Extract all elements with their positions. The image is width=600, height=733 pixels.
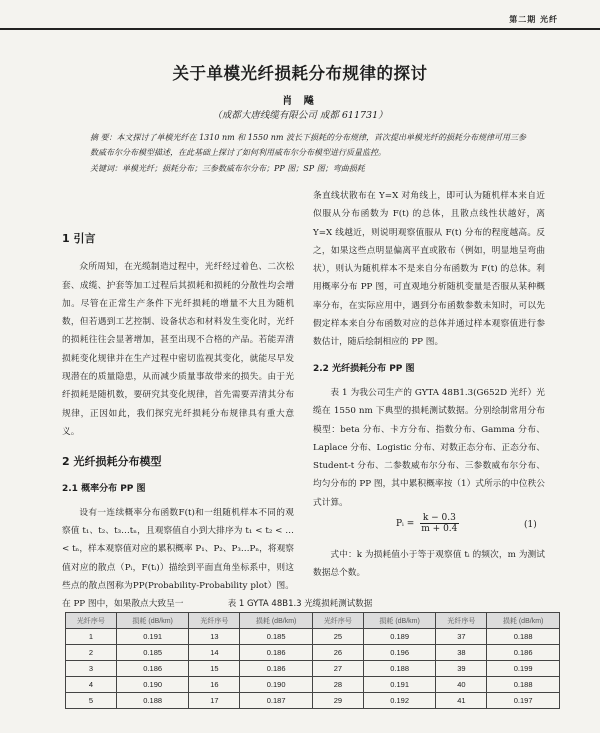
table-row xyxy=(66,677,560,693)
table-cell: 27 xyxy=(312,661,363,677)
table-cell: 0.186 xyxy=(116,661,189,677)
pp-plot-continuation: 条直线状散布在 Y=X 对角线上，即可认为随机样本来自近似服从分布函数为 F(t) 的总体，且散点线性状越好，离 Y=X 线越近，则说明观察值服从 F(t) 分布的程度越高。反之，如果这些点明显偏离平直或散布（例如，明显地呈弯曲状），则认为随机样本不是来自分布函数为 F(t) 的总体。利用概率分布 PP 图，可直观地分析随机变量是否服从某种概率分布，在实际应用中，遇到分布函数参数未知时，可以先假定样本来自分布函数对应的总体并通过样本观察值进行参数估计，随后绘制相应的 PP 图。 xyxy=(313,191,545,348)
table-cell: 0.186 xyxy=(240,645,313,661)
table-cell: 0.186 xyxy=(240,661,313,677)
formula-numerator: k − 0.3 xyxy=(420,513,459,524)
author-affiliation: （成都大唐线缆有限公司 成都 611731） xyxy=(212,110,388,121)
section-heading-loss-model: 2 光纤损耗分布模型 xyxy=(62,455,162,469)
article-title: 关于单模光纤损耗分布规律的探讨 xyxy=(172,64,428,83)
formula-note-text: 式中：k 为损耗值小于等于观察值 tᵢ 的频次，m 为测试数据总个数。 xyxy=(313,550,545,579)
header-fiber-no: 光纤序号 xyxy=(66,613,117,629)
table-cell: 0.190 xyxy=(240,677,313,693)
table-row xyxy=(66,645,560,661)
table-cell: 0.189 xyxy=(363,629,436,645)
table-cell: 0.185 xyxy=(116,645,189,661)
table-cell: 38 xyxy=(436,645,487,661)
table-cell: 0.190 xyxy=(116,677,189,693)
formula-fraction xyxy=(418,513,460,534)
left-column xyxy=(62,230,294,614)
subsection-heading-pp-plot: 2.1 概率分布 PP 图 xyxy=(62,483,146,494)
table-row xyxy=(66,661,560,677)
table-cell: 0.191 xyxy=(116,629,189,645)
table-cell: 0.196 xyxy=(363,645,436,661)
table-cell: 0.187 xyxy=(240,693,313,709)
table-cell: 0.197 xyxy=(487,693,560,709)
header-loss: 损耗 (dB/km) xyxy=(116,613,189,629)
table-cell: 0.188 xyxy=(363,661,436,677)
table-cell: 14 xyxy=(189,645,240,661)
header-loss: 损耗 (dB/km) xyxy=(363,613,436,629)
keywords: 关键词：单模光纤；损耗分布；三参数威布尔分布；PP 图；SP 图；弯曲损耗 xyxy=(90,164,365,173)
table-cell: 39 xyxy=(436,661,487,677)
table-cell: 0.199 xyxy=(487,661,560,677)
table-row xyxy=(66,629,560,645)
table-cell: 0.191 xyxy=(363,677,436,693)
formula-denominator: m + 0.4 xyxy=(421,524,458,534)
section-heading-introduction: 1 引言 xyxy=(62,232,96,245)
formula-lhs: Pᵢ = xyxy=(396,518,415,529)
header-fiber-no: 光纤序号 xyxy=(312,613,363,629)
table-cell: 0.186 xyxy=(487,645,560,661)
table-header-row xyxy=(66,613,560,629)
table-caption: 表 1 GYTA 48B1.3 光缆损耗测试数据 xyxy=(227,599,373,609)
equation-number: (1) xyxy=(524,520,537,530)
table-cell: 37 xyxy=(436,629,487,645)
table-cell: 0.188 xyxy=(487,677,560,693)
subsection-heading-loss-pp: 2.2 光纤损耗分布 PP 图 xyxy=(313,363,415,374)
table-cell: 0.192 xyxy=(363,693,436,709)
table-cell: 0.188 xyxy=(116,693,189,709)
table-cell: 41 xyxy=(436,693,487,709)
table-cell: 4 xyxy=(66,677,117,693)
table-cell: 25 xyxy=(312,629,363,645)
table-cell: 15 xyxy=(189,661,240,677)
loss-data-table xyxy=(65,612,560,709)
loss-pp-paragraph: 表 1 为我公司生产的 GYTA 48B1.3(G652D 光纤）光缆在 1550 nm 下典型的损耗测试数据。分别绘制常用分布模型：beta 分布、卡方分布、指数分布、Gamma 分布、Laplace 分布、Logistic 分布、对数正态分布、正态分布、Student-t 分布、二参数威布尔分布、三参数威布尔分布、均匀分布的 PP 图，其中累积概率按（1）式所示的中位秩公式计算。 xyxy=(313,387,545,508)
header-rule xyxy=(0,28,600,30)
table-cell: 13 xyxy=(189,629,240,645)
table-cell: 40 xyxy=(436,677,487,693)
table-cell: 2 xyxy=(66,645,117,661)
table-row xyxy=(66,693,560,709)
table-cell: 0.188 xyxy=(487,629,560,645)
table-cell: 16 xyxy=(189,677,240,693)
right-column xyxy=(313,187,545,512)
author-name: 肖 飚 xyxy=(282,96,318,107)
table-cell: 5 xyxy=(66,693,117,709)
abstract: 摘 要：本文探讨了单模光纤在 1310 nm 和 1550 nm 波长下损耗的分布规律，首次提出单模光纤的损耗分布规律可用三参数威布尔分布模型描述，在此基础上探讨了如何利用威布尔分布模型进行质量监控。 xyxy=(90,133,526,157)
introduction-paragraph: 众所周知，在光缆制造过程中，光纤经过着色、二次松套、成缆、护套等加工过程后其损耗和损耗的分散性均会增加。尽管在正常生产条件下光纤损耗的增量不大且为随机数，但若遇到工艺控制、设备状态和材料发生变化时，光纤的损耗往往会显著增加，甚至出现不合格的产品。若能弄清损耗变化规律并在生产过程中密切监视其变化，就能尽早发现潜在的质量隐患，从而减少质量事故带来的损失。由于光纤损耗是随机数，要研究其变化规律，首先需要弄清其分布规律，正因如此，我们探究光纤损耗分布规律具有重大意义。 xyxy=(62,262,294,437)
median-rank-formula xyxy=(396,513,460,534)
header-fiber-no: 光纤序号 xyxy=(189,613,240,629)
table-cell: 26 xyxy=(312,645,363,661)
table-cell: 0.185 xyxy=(240,629,313,645)
header-loss: 损耗 (dB/km) xyxy=(240,613,313,629)
table-cell: 28 xyxy=(312,677,363,693)
table-cell: 17 xyxy=(189,693,240,709)
formula-note xyxy=(313,546,545,583)
table-cell: 3 xyxy=(66,661,117,677)
header-fiber-no: 光纤序号 xyxy=(436,613,487,629)
table-cell: 29 xyxy=(312,693,363,709)
running-head: 第二期 光纤 xyxy=(509,15,558,24)
header-loss: 损耗 (dB/km) xyxy=(487,613,560,629)
table-cell: 1 xyxy=(66,629,117,645)
pp-plot-paragraph: 设有一连续概率分布函数F(t)和一组随机样本不同的观察值 t₁、t₂、t₃…tₙ，且观察值自小到大排序为 t₁ < t₂ < … < tₙ，样本观察值对应的累积概率 P₁、P₂、P₃…Pₙ，将观察值对应的散点（Pᵢ，F(tᵢ)）描绘到平面直角坐标系中，则这些点的散点图称为PP(Probability-Probability plot）图。在 PP 图中，如果散点大致呈一 xyxy=(62,507,294,610)
